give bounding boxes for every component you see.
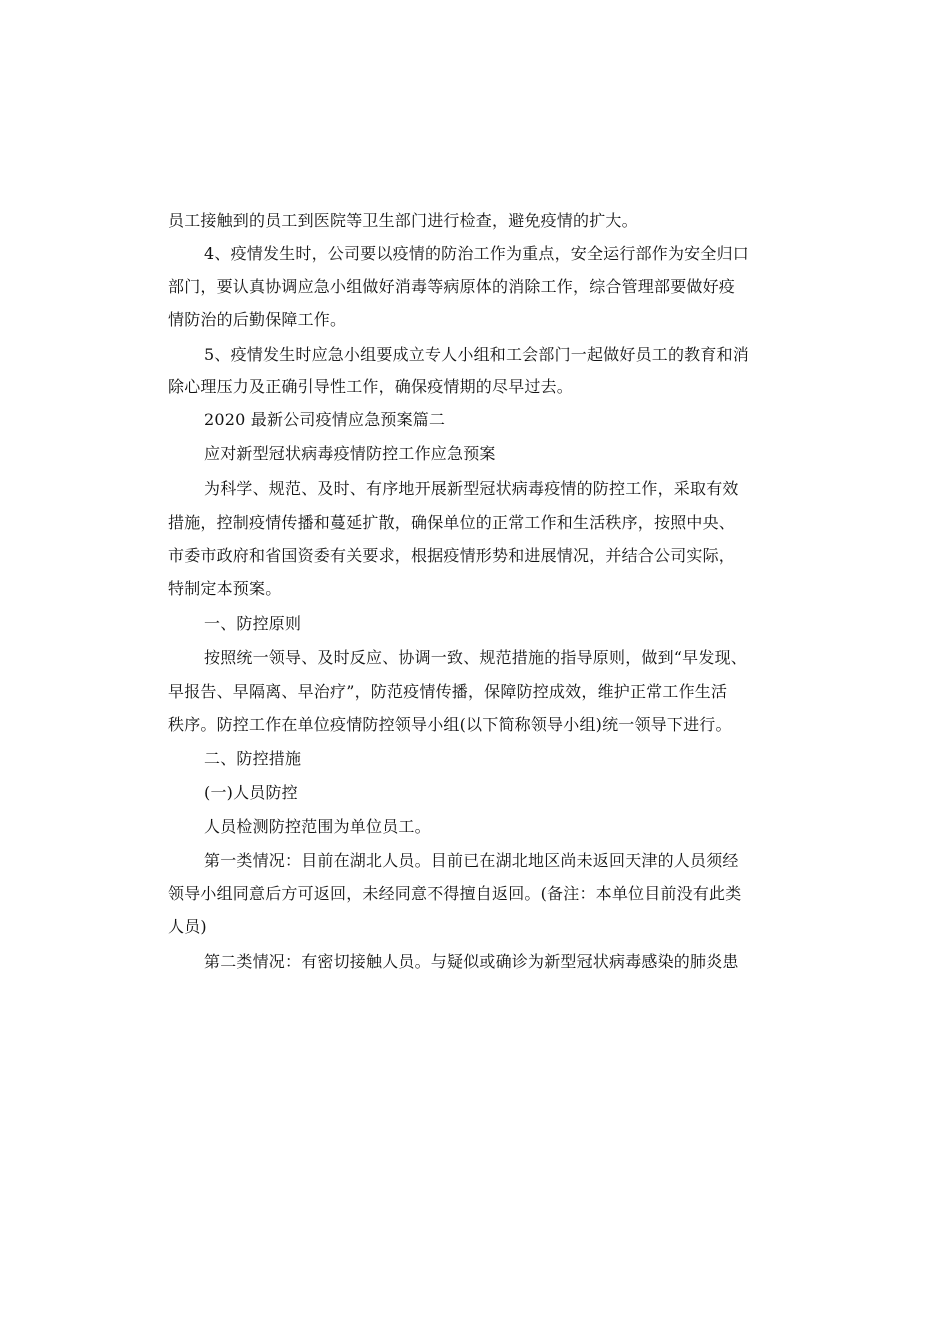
text-line: 秩序。防控工作在单位疫情防控领导小组(以下简称领导小组)统一领导下进行。 — [168, 715, 732, 734]
text-line: 领导小组同意后方可返回，未经同意不得擅自返回。(备注：本单位目前没有此类 — [168, 884, 742, 903]
text-line: 第二类情况：有密切接触人员。与疑似或确诊为新型冠状病毒感染的肺炎患 — [204, 952, 739, 971]
text-line: 第一类情况：目前在湖北人员。目前已在湖北地区尚未返回天津的人员须经 — [204, 851, 739, 870]
text-line: 除心理压力及正确引导性工作，确保疫情期的尽早过去。 — [168, 377, 574, 396]
text-line: 人员检测防控范围为单位员工。 — [204, 817, 431, 836]
text-line: 措施，控制疫情传播和蔓延扩散，确保单位的正常工作和生活秩序，按照中央、 — [168, 513, 736, 532]
text-line: 部门，要认真协调应急小组做好消毒等病原体的消除工作，综合管理部要做好疫 — [168, 277, 736, 296]
text-line: 人员) — [168, 917, 207, 936]
text-line: 市委市政府和省国资委有关要求，根据疫情形势和进展情况，并结合公司实际， — [168, 546, 736, 565]
text-line: 为科学、规范、及时、有序地开展新型冠状病毒疫情的防控工作，采取有效 — [204, 479, 739, 498]
text-line: 特制定本预案。 — [168, 579, 282, 598]
section-heading: 2020 最新公司疫情应急预案篇二 — [204, 410, 446, 429]
section-heading: 二、防控措施 — [204, 749, 302, 768]
text-line: 5、疫情发生时应急小组要成立专人小组和工会部门一起做好员工的教育和消 — [204, 345, 749, 364]
text-line: 4、疫情发生时，公司要以疫情的防治工作为重点，安全运行部作为安全归口 — [204, 244, 749, 263]
section-heading: 一、防控原则 — [204, 614, 302, 633]
subsection-heading: (一)人员防控 — [204, 783, 298, 802]
document-title: 应对新型冠状病毒疫情防控工作应急预案 — [204, 444, 496, 463]
text-line: 情防治的后勤保障工作。 — [168, 310, 347, 329]
text-line: 员工接触到的员工到医院等卫生部门进行检查，避免疫情的扩大。 — [168, 211, 638, 230]
text-line: 早报告、早隔离、早治疗”，防范疫情传播，保障防控成效，维护正常工作生活 — [168, 682, 728, 701]
text-line: 按照统一领导、及时反应、协调一致、规范措施的指导原则，做到“早发现、 — [204, 648, 747, 667]
